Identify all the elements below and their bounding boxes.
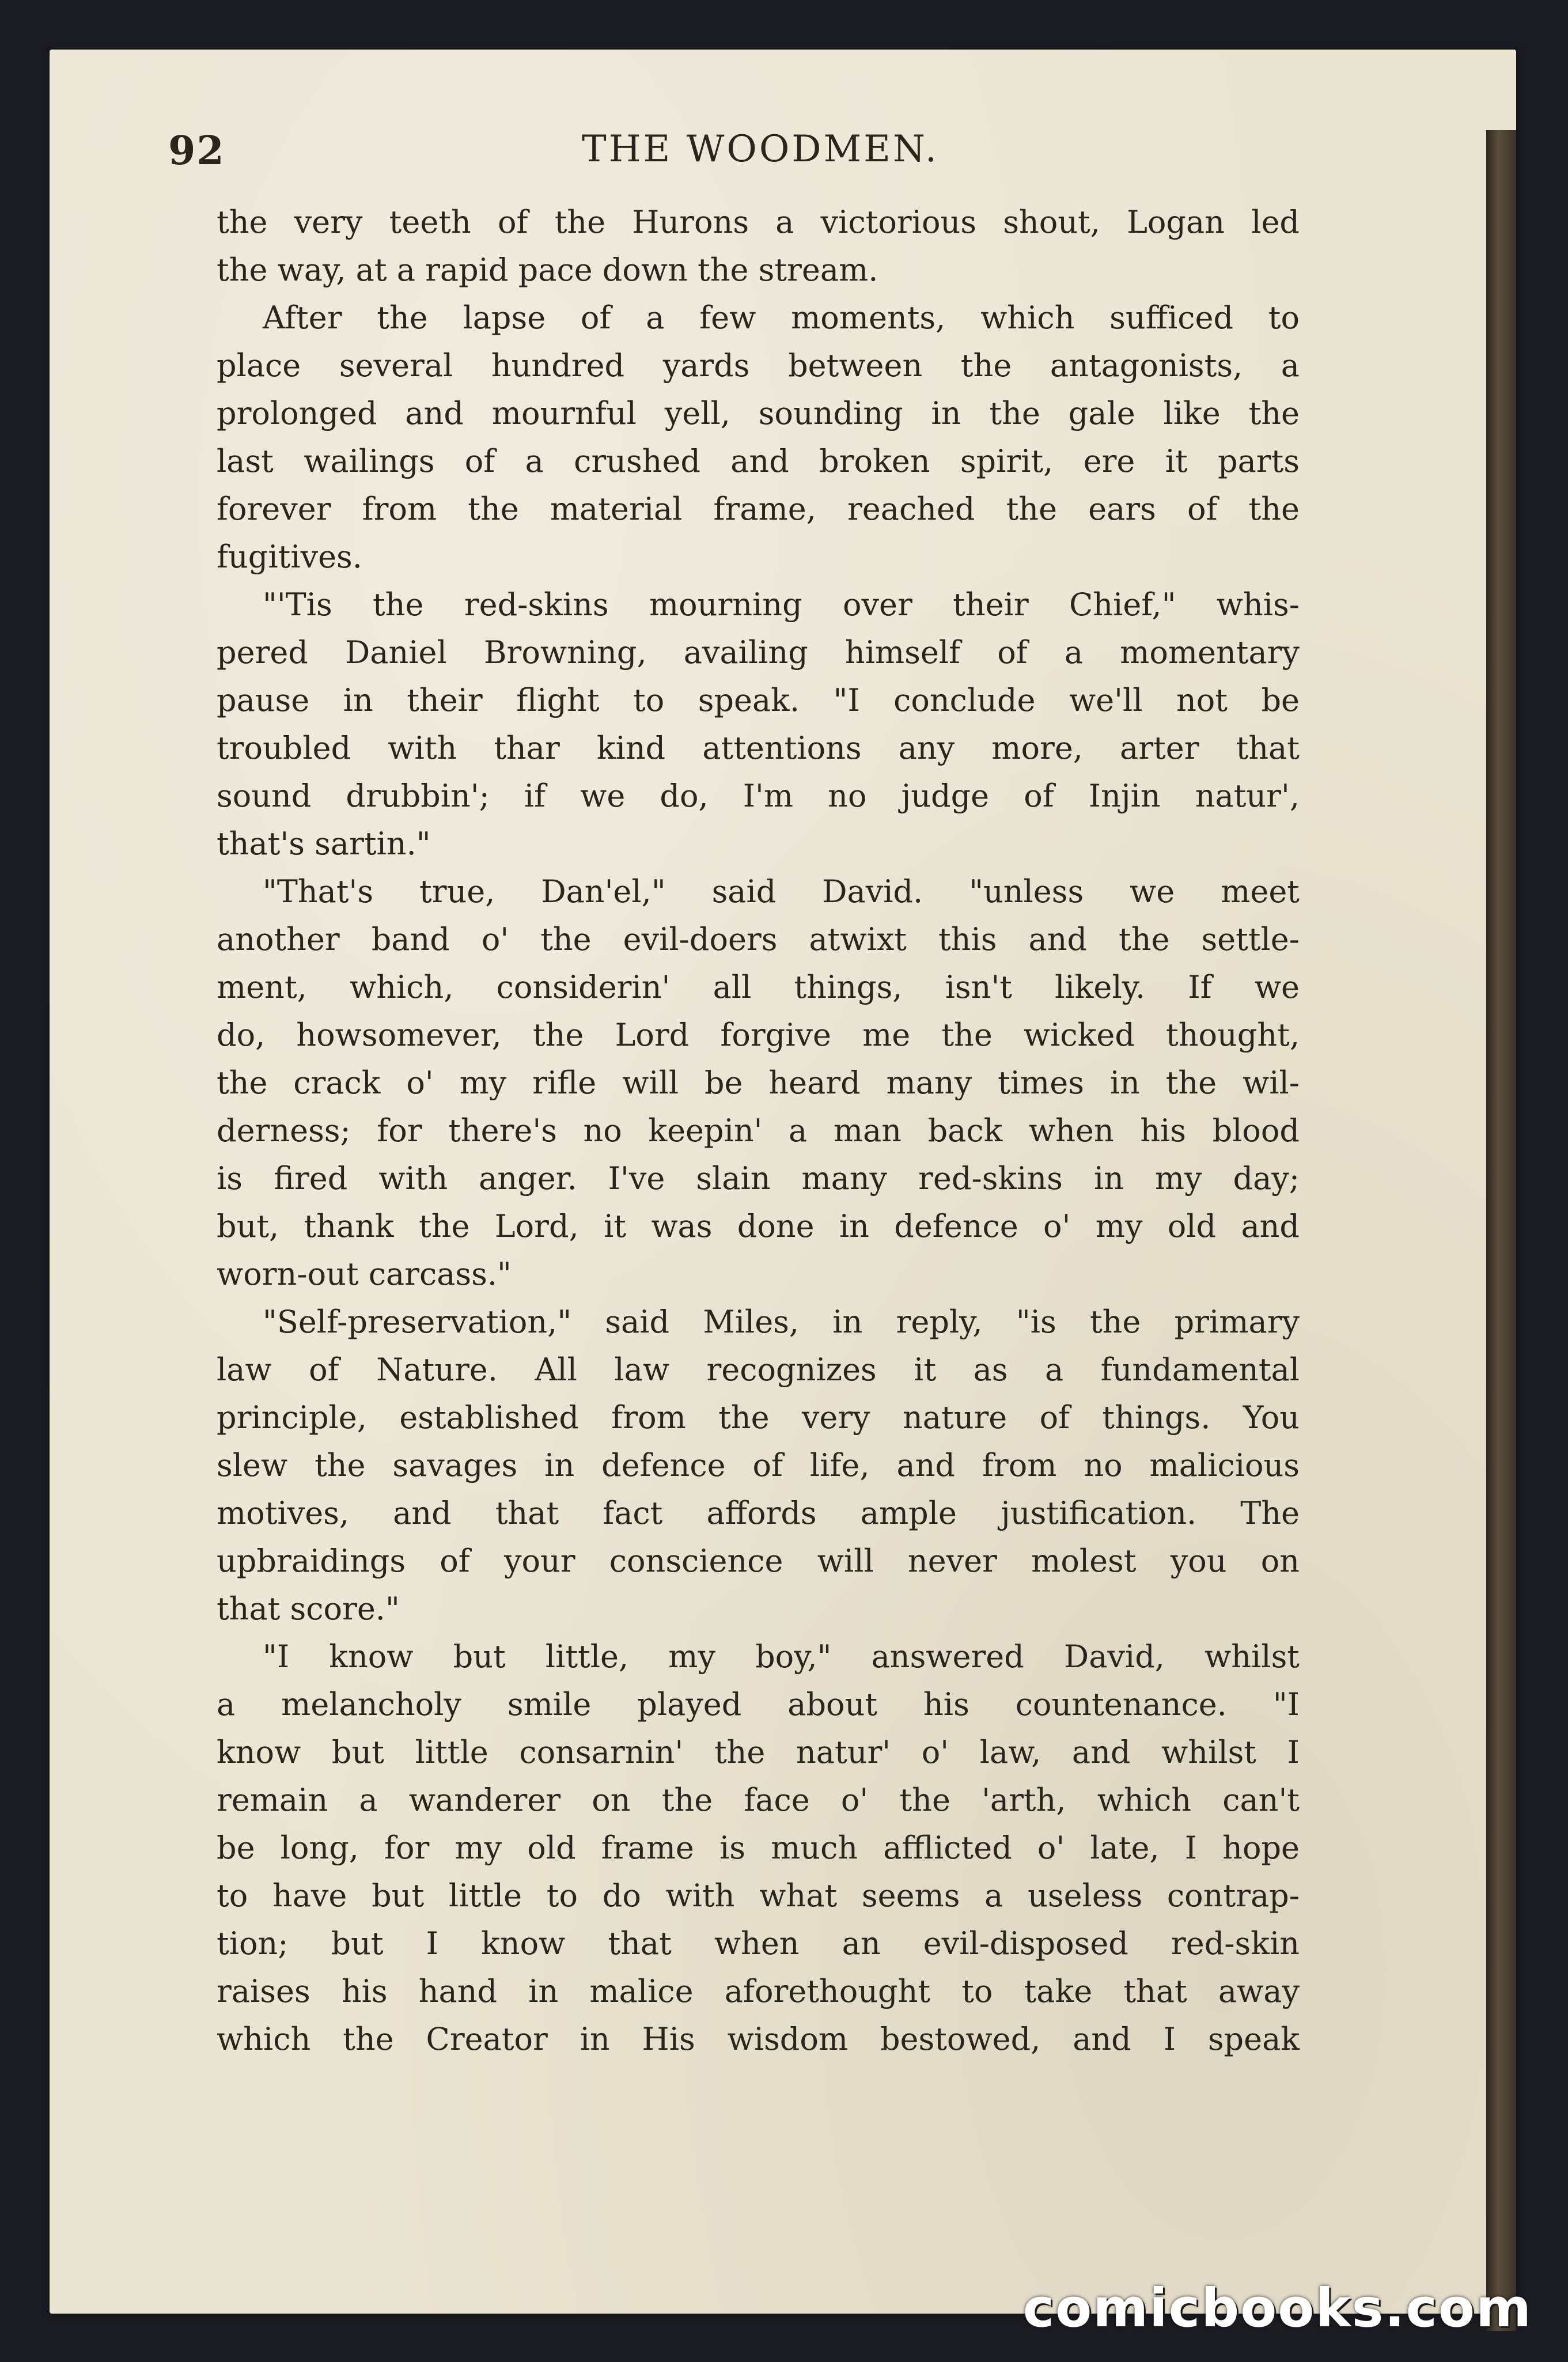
text-line: "I know but little, my boy," answered David, whilst [263, 1638, 1300, 1675]
text-line: be long, for my old frame is much afflicted o' late, I hope [217, 1830, 1300, 1866]
text-line: slew the savages in defence of life, and from no malicious [217, 1447, 1300, 1483]
text-line: but, thank the Lord, it was done in defence o' my old and [217, 1208, 1300, 1244]
text-line: tion; but I know that when an evil-disposed red-skin [217, 1925, 1300, 1962]
text-line: sound drubbin'; if we do, I'm no judge of Injin natur', [217, 778, 1300, 814]
text-line: fugitives. [217, 539, 362, 575]
text-line: prolonged and mournful yell, sounding in the gale like the [217, 395, 1300, 431]
text-line: to have but little to do with what seems a useless contrap- [217, 1878, 1300, 1914]
text-line: do, howsomever, the Lord forgive me the wicked thought, [217, 1017, 1300, 1053]
body-text [217, 198, 1300, 2063]
text-line: motives, and that fact affords ample justification. The [217, 1495, 1300, 1531]
text-line: upbraidings of your conscience will never molest you on [217, 1543, 1300, 1579]
text-line: law of Nature. All law recognizes it as a fundamental [217, 1352, 1300, 1388]
page-edge-shadow [1486, 130, 1516, 2331]
running-title: THE WOODMEN. [582, 128, 940, 171]
text-line: place several hundred yards between the antagonists, a [217, 347, 1300, 384]
text-line: "Self-preservation," said Miles, in reply, "is the primary [263, 1304, 1300, 1340]
text-line: principle, established from the very nature of things. You [217, 1399, 1300, 1436]
text-line: the crack o' my rifle will be heard many times in the wil- [217, 1065, 1300, 1101]
page-header [168, 128, 1320, 191]
text-line: know but little consarnin' the natur' o' law, and whilst I [217, 1734, 1300, 1770]
text-line: last wailings of a crushed and broken spirit, ere it parts [217, 443, 1300, 479]
text-line: another band o' the evil-doers atwixt this and the settle- [217, 921, 1300, 957]
text-line: raises his hand in malice aforethought to take that away [217, 1973, 1300, 2009]
text-line: pause in their flight to speak. "I conclude we'll not be [217, 682, 1300, 718]
text-line: the way, at a rapid pace down the stream. [217, 252, 878, 288]
text-line: ment, which, considerin' all things, isn't likely. If we [217, 969, 1300, 1005]
site-watermark: comicbooks.com [1022, 2277, 1532, 2339]
text-line: that score." [217, 1591, 400, 1627]
text-line: which the Creator in His wisdom bestowed, and I speak [217, 2021, 1300, 2057]
text-line: forever from the material frame, reached the ears of the [217, 491, 1300, 527]
page-number: 92 [168, 128, 225, 174]
text-line: that's sartin." [217, 826, 431, 862]
text-line: worn-out carcass." [217, 1256, 512, 1292]
text-line: troubled with thar kind attentions any more, arter that [217, 730, 1300, 766]
text-line: pered Daniel Browning, availing himself of a momentary [217, 634, 1300, 671]
text-line: a melancholy smile played about his countenance. "I [217, 1686, 1300, 1723]
text-line: "'Tis the red-skins mourning over their Chief," whis- [263, 586, 1300, 623]
text-line: After the lapse of a few moments, which sufficed to [263, 300, 1300, 336]
text-line: "That's true, Dan'el," said David. "unless we meet [263, 873, 1300, 910]
text-line: the very teeth of the Hurons a victorious shout, Logan led [217, 204, 1300, 240]
text-line: derness; for there's no keepin' a man back when his blood [217, 1112, 1300, 1149]
text-line: remain a wanderer on the face o' the 'arth, which can't [217, 1782, 1300, 1818]
text-line: is fired with anger. I've slain many red-skins in my day; [217, 1160, 1300, 1197]
